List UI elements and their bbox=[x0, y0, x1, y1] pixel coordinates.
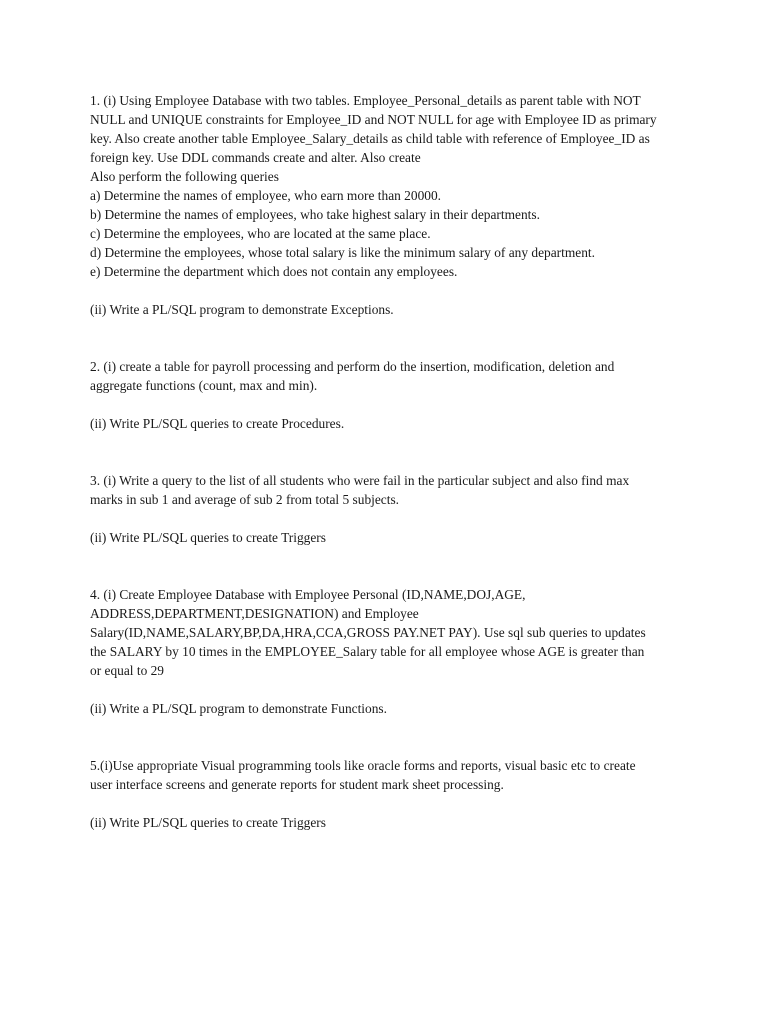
query-d: d) Determine the employees, whose total salary is like the minimum salary of any department. bbox=[90, 245, 595, 260]
spacer bbox=[90, 395, 690, 414]
question-2-line-1: 2. (i) create a table for payroll processing and perform do the insertion, modification, deletion and bbox=[90, 359, 615, 374]
question-5-line-1: 5.(i)Use appropriate Visual programming tools like oracle forms and reports, visual basic etc to create bbox=[90, 758, 636, 773]
section-spacer bbox=[90, 319, 690, 357]
question-4-line-4: the SALARY by 10 times in the EMPLOYEE_Salary table for all employee whose AGE is greater than bbox=[90, 644, 645, 659]
spacer bbox=[90, 281, 690, 300]
query-c: c) Determine the employees, who are located at the same place. bbox=[90, 226, 431, 241]
question-3-line-2: marks in sub 1 and average of sub 2 from total 5 subjects. bbox=[90, 492, 400, 507]
question-4-line-3: Salary(ID,NAME,SALARY,BP,DA,HRA,CCA,GROSS PAY.NET PAY). Use sql sub queries to updates bbox=[90, 625, 646, 640]
question-1-line-3: key. Also create another table Employee_Salary_details as child table with reference of Employee_ID as bbox=[90, 131, 650, 146]
section-spacer bbox=[90, 547, 690, 585]
question-4-line-5: or equal to 29 bbox=[90, 663, 165, 678]
question-2-line-2: aggregate functions (count, max and min). bbox=[90, 378, 318, 393]
document-page bbox=[90, 91, 690, 832]
query-b: b) Determine the names of employees, who take highest salary in their departments. bbox=[90, 207, 540, 222]
question-1-part-2: (ii) Write a PL/SQL program to demonstrate Exceptions. bbox=[90, 302, 394, 317]
question-1-line-2: NULL and UNIQUE constraints for Employee_ID and NOT NULL for age with Employee ID as primary bbox=[90, 112, 657, 127]
spacer bbox=[90, 509, 690, 528]
question-3-part-2: (ii) Write PL/SQL queries to create Triggers bbox=[90, 530, 326, 545]
section-spacer bbox=[90, 433, 690, 471]
question-4-line-1: 4. (i) Create Employee Database with Employee Personal (ID,NAME,DOJ,AGE, bbox=[90, 587, 526, 602]
question-5-part-2: (ii) Write PL/SQL queries to create Triggers bbox=[90, 815, 326, 830]
question-3-line-1: 3. (i) Write a query to the list of all students who were fail in the particular subject and also find max bbox=[90, 473, 630, 488]
question-4 bbox=[90, 585, 690, 718]
question-3 bbox=[90, 471, 690, 547]
question-1-line-1: 1. (i) Using Employee Database with two tables. Employee_Personal_details as parent table with NOT bbox=[90, 93, 641, 108]
question-1 bbox=[90, 91, 690, 319]
query-a: a) Determine the names of employee, who earn more than 20000. bbox=[90, 188, 442, 203]
question-5 bbox=[90, 756, 690, 832]
question-2 bbox=[90, 357, 690, 433]
spacer bbox=[90, 794, 690, 813]
question-1-line-4: foreign key. Use DDL commands create and alter. Also create bbox=[90, 150, 421, 165]
section-spacer bbox=[90, 718, 690, 756]
query-e: e) Determine the department which does not contain any employees. bbox=[90, 264, 458, 279]
question-4-line-2: ADDRESS,DEPARTMENT,DESIGNATION) and Employee bbox=[90, 606, 419, 621]
question-1-line-5: Also perform the following queries bbox=[90, 169, 279, 184]
question-4-part-2: (ii) Write a PL/SQL program to demonstrate Functions. bbox=[90, 701, 387, 716]
spacer bbox=[90, 680, 690, 699]
question-2-part-2: (ii) Write PL/SQL queries to create Procedures. bbox=[90, 416, 345, 431]
question-5-line-2: user interface screens and generate reports for student mark sheet processing. bbox=[90, 777, 504, 792]
